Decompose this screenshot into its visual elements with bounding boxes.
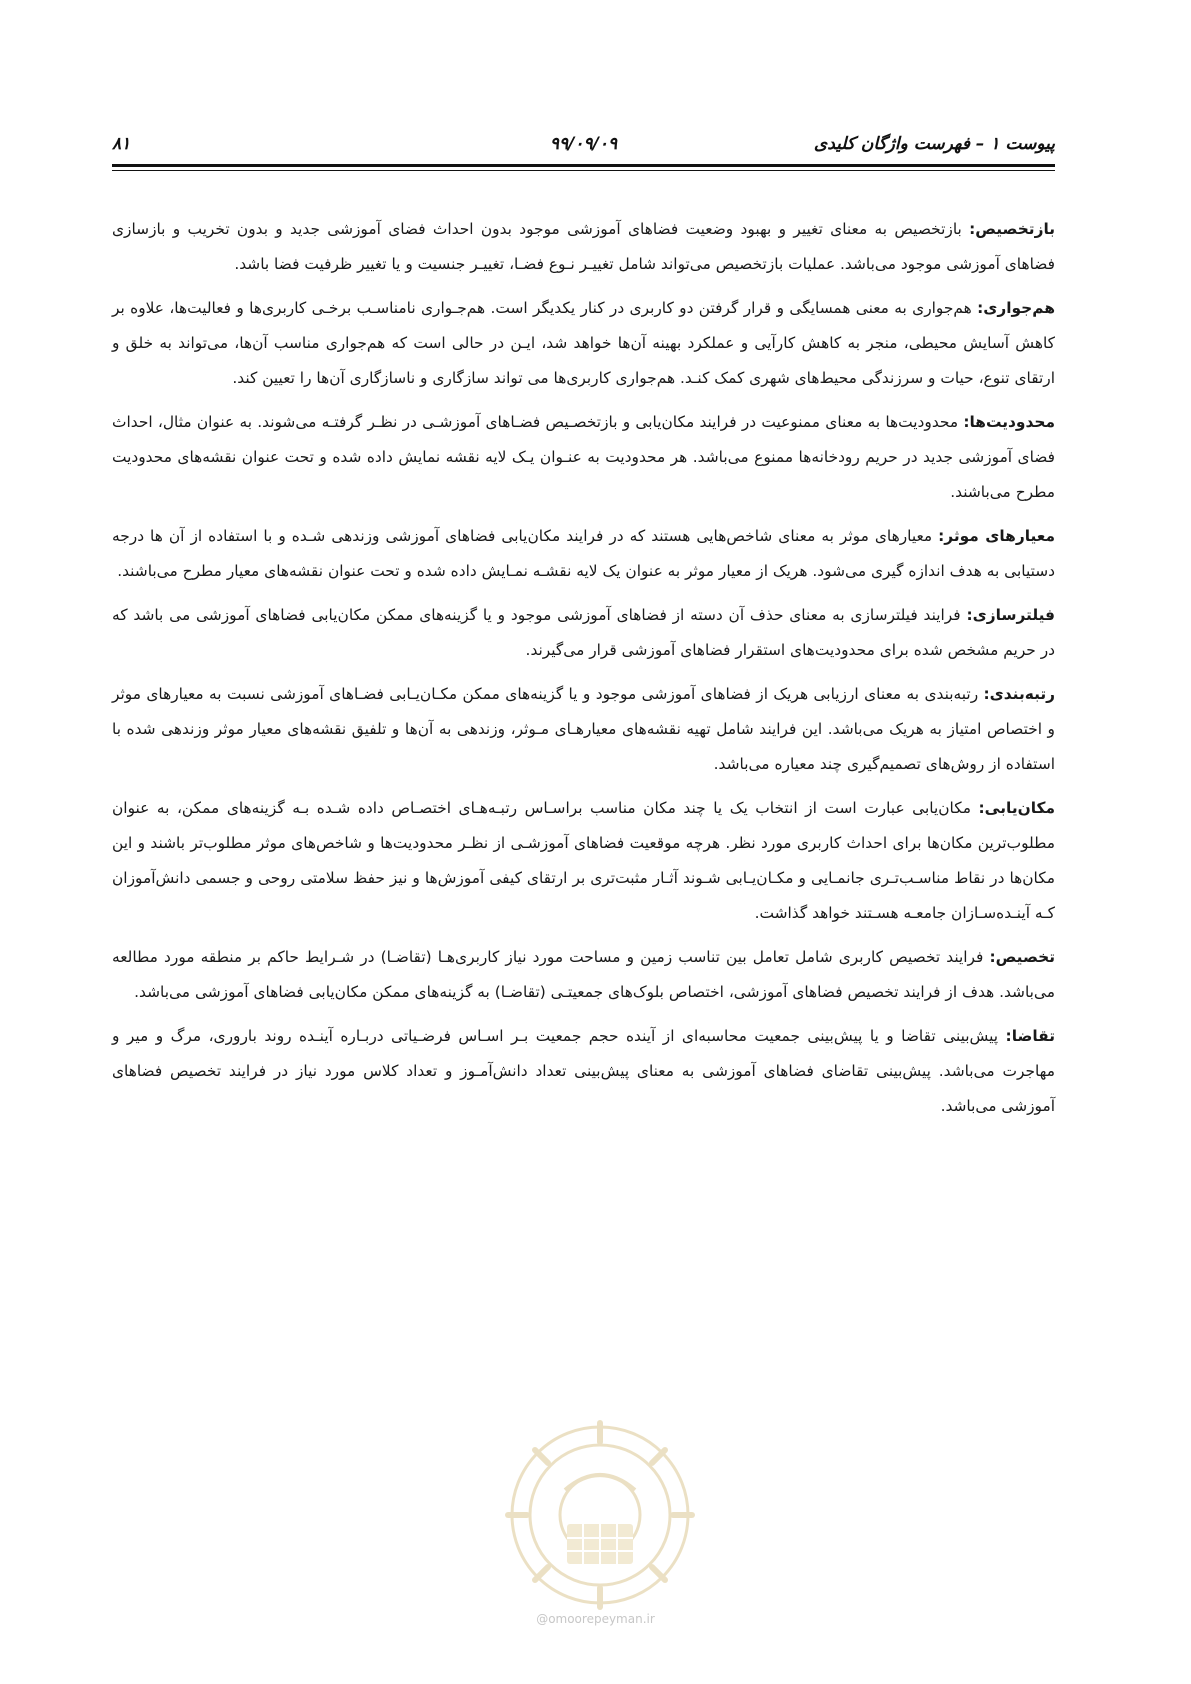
glossary-entry xyxy=(112,212,1055,282)
watermark-url: @omoorepeyman.ir xyxy=(536,1612,655,1626)
glossary-definition: فرایند فیلترسازی به معنای حذف آن دسته از فضاهای آموزشی موجود و یا گزینه‌های ممکن مکان‌یابی فضاهای آموزشی می باشد که در حریم مشخص شده برای محدودیت‌های استقرار فضاهای آموزشی قرار می‌گیرند. xyxy=(112,606,1055,659)
glossary-definition: محدودیت‌ها به معنای ممنوعیت در فرایند مکان‌یابی و بازتخصـیص فضـاهای آموزشـی در نظـر گرفتـه می‌شوند. به عنوان مثال، احداث فضای آموزشی جدید در حریم رودخانه‌ها ممنوع می‌باشد. هر محدودیت به عنـوان یـک لایه نقشه نمایش داده شده و تحت عنوان نقشه‌های محدودیت مطرح می‌باشند. xyxy=(112,413,1055,501)
glossary-entry xyxy=(112,940,1055,1010)
glossary-term: تقاضا: xyxy=(1005,1027,1055,1045)
glossary-entry xyxy=(112,677,1055,782)
glossary-definition: معیارهای موثر به معنای شاخص‌هایی هستند که در فرایند مکان‌یابی فضاهای آموزشی وزندهی شـده و با استفاده از آن ها درجه دستیابی به هدف اندازه گیری می‌شود. هریک از معیار موثر به عنوان یک لایه نقشـه نمـایش داده شده و تحت عنوان نقشه‌های معیار مطرح می‌باشند. xyxy=(112,527,1055,580)
glossary-definition: بازتخصیص به معنای تغییر و بهبود وضعیت فضاهای آموزشی موجود بدون احداث فضای آموزشی جدید و بدون تخریب و بازسازی فضاهای آموزشی موجود می‌باشد. عملیات بازتخصیص می‌تواند شامل تغییـر نـوع فضـا، تغییـر جنسیت و یا تغییر ظرفیت فضا باشد. xyxy=(112,220,1055,273)
glossary-entry xyxy=(112,791,1055,931)
page-header xyxy=(112,130,1055,166)
watermark-seal-icon xyxy=(505,1420,695,1610)
glossary-term: معیارهای موثر: xyxy=(938,527,1055,545)
glossary-definition: پیش‌بینی تقاضا و یا پیش‌بینی جمعیت محاسبه‌ای از آینده حجم جمعیت بـر اسـاس فرضـیاتی دربـاره آینـده روند باروری، مرگ و میر و مهاجرت می‌باشد. پیش‌بینی تقاضای فضاهای آموزشی به معنای پیش‌بینی تعداد دانش‌آمـوز و تعداد کلاس مورد نیاز در فرایند تخصیص فضاهای آموزشی می‌باشد. xyxy=(112,1027,1055,1115)
glossary-term: فیلترسازی: xyxy=(966,606,1055,624)
glossary-definition: رتبه‌بندی به معنای ارزیابی هریک از فضاهای آموزشی موجود و یا گزینه‌های ممکن مکـان‌یـابی فضـاهای آموزشی نسبت به معیارهای موثر و اختصاص امتیاز به هریک می‌باشد. این فرایند شامل تهیه نقشه‌های معیارهـای مـوثر، وزندهی به آن‌ها و تلفیق نقشه‌های معیار موثر وزندهی شده با استفاده از روش‌های تصمیم‌گیری چند معیاره می‌باشد. xyxy=(112,685,1055,773)
glossary-term: بازتخصیص: xyxy=(969,220,1055,238)
header-rule-thin xyxy=(112,170,1055,171)
glossary-definition: هم‌جواری به معنی همسایگی و قرار گرفتن دو کاربری در کنار یکدیگر است. هم‌جـواری نامناسـب برخـی کاربری‌ها و فعالیت‌ها، علاوه بر کاهش آسایش محیطی، منجر به کاهش کارآیی و عملکرد بهینه آن‌ها خواهد شد، ایـن در حالی است که هم‌جواری مناسب آن‌ها، می‌تواند به خلق و ارتقای تنوع، حیات و سرزندگی محیط‌های شهری کمک کنـد. هم‌جواری کاربری‌ها می تواند سازگاری و ناسازگاری آن‌ها را تعیین کند. xyxy=(112,299,1055,387)
glossary-term: تخصیص: xyxy=(989,948,1055,966)
header-title: پیوست ۱ – فهرست واژگان کلیدی xyxy=(813,134,1055,154)
glossary-body xyxy=(112,212,1055,1133)
header-rule-thick xyxy=(112,164,1055,167)
page-number: ۸۱ xyxy=(112,134,131,154)
glossary-entry xyxy=(112,1019,1055,1124)
glossary-definition: فرایند تخصیص کاربری شامل تعامل بین تناسب زمین و مساحت مورد نیاز کاربری‌هـا (تقاضـا) در شـرایط حاکم بر منطقه مورد مطالعه می‌باشد. هدف از فرایند تخصیص فضاهای آموزشی، اختصاص بلوک‌های جمعیتـی (تقاضـا) به گزینه‌های ممکن مکان‌یابی فضاهای آموزشی می‌باشد. xyxy=(112,948,1055,1001)
glossary-term: مکان‌یابی: xyxy=(978,799,1055,817)
glossary-entry xyxy=(112,519,1055,589)
glossary-definition: مکان‌یابی عبارت است از انتخاب یک یا چند مکان مناسب براسـاس رتبـه‌هـای اختصـاص داده شـده بـه گزینه‌های ممکن، به عنوان مطلوب‌ترین مکان‌ها برای احداث کاربری مورد نظر. هرچه موقعیت فضاهای آموزشـی از نظـر محدودیت‌ها و شاخص‌های موثر مطلوب‌تر باشند و این مکان‌ها در نقاط مناسـب‌تـری جانمـایی و مکـان‌یـابی شـوند آثـار مثبت‌تری بر ارتقای کیفی آموزش‌ها و نیز حفظ سلامتی روحی و جسمی دانش‌آموزان کـه آینـده‌سـازان جامعـه هسـتند خواهد گذاشت. xyxy=(112,799,1055,922)
glossary-term: هم‌جواری: xyxy=(977,299,1055,317)
glossary-term: محدودیت‌ها: xyxy=(963,413,1055,431)
glossary-entry xyxy=(112,598,1055,668)
glossary-term: رتبه‌بندی: xyxy=(983,685,1055,703)
glossary-entry xyxy=(112,291,1055,396)
header-date: ۹۹/۰۹/۰۹ xyxy=(549,134,618,154)
glossary-entry xyxy=(112,405,1055,510)
